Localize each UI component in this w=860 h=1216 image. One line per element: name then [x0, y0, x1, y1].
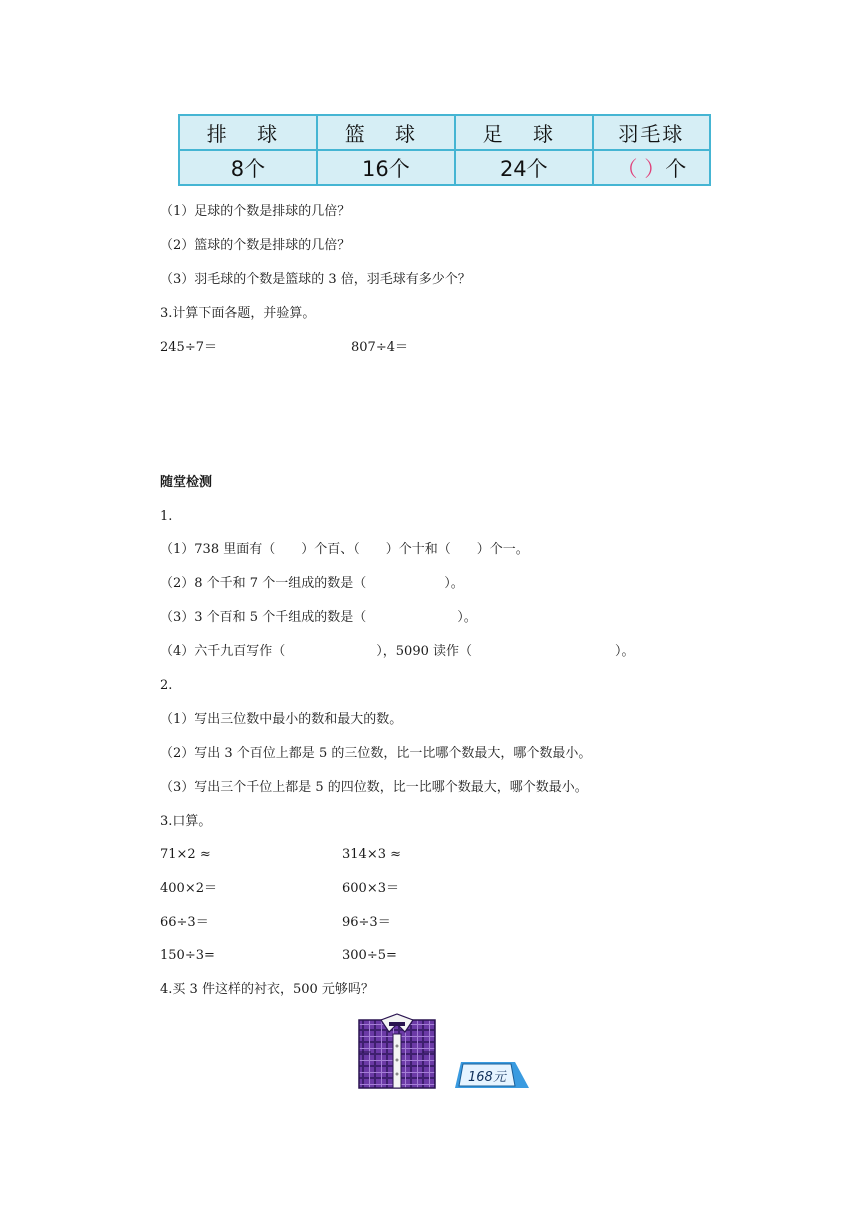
mental-math-right-3: 96÷3＝	[342, 915, 391, 930]
mental-math-left-4: 150÷3=	[160, 948, 215, 963]
q3-problem-left: 245÷7＝	[160, 340, 217, 355]
header-badminton: 羽毛球	[593, 115, 710, 150]
q2-item-2: （2）篮球的个数是排球的几倍？	[160, 238, 351, 253]
check-q1-number: 1.	[160, 509, 173, 524]
check-q2-number: 2.	[160, 678, 173, 693]
price-label: 168元	[468, 1070, 506, 1085]
check-q2-item-1: （1）写出三位数中最小的数和最大的数。	[160, 712, 403, 727]
check-q2-item-2: （2）写出 3 个百位上都是 5 的三位数，比一比哪个数最大，哪个数最小。	[160, 746, 592, 761]
value-football: 24个	[455, 150, 593, 185]
mental-math-left-3: 66÷3＝	[160, 915, 209, 930]
price-tag	[455, 1060, 531, 1090]
check-q3-title: 3.口算。	[160, 814, 212, 829]
mental-math-left-1: 71×2 ≈	[160, 847, 211, 862]
header-basketball: 篮 球	[317, 115, 455, 150]
check-q1-item-2: （2）8 个千和 7 个一组成的数是（ ）。	[160, 576, 464, 591]
mental-math-right-2: 600×3＝	[342, 881, 399, 896]
ball-count-table	[178, 114, 711, 186]
header-football: 足 球	[455, 115, 593, 150]
table-value-row	[179, 150, 710, 185]
check-q1-item-1: （1）738 里面有（ ）个百、（ ）个十和（ ）个一。	[160, 542, 529, 557]
mental-math-right-4: 300÷5=	[342, 948, 397, 963]
q3-title: 3.计算下面各题，并验算。	[160, 306, 316, 321]
check-q4-title: 4.买 3 件这样的衬衣，500 元够吗？	[160, 982, 374, 997]
header-volleyball: 排 球	[179, 115, 317, 150]
check-q1-item-4: （4）六千九百写作（ ），5090 读作（ ）。	[160, 644, 635, 659]
value-badminton: （ ）个	[593, 150, 710, 185]
q3-problem-right: 807÷4＝	[351, 340, 408, 355]
value-volleyball: 8个	[179, 150, 317, 185]
check-q2-item-3: （3）写出三个千位上都是 5 的四位数，比一比哪个数最大，哪个数最小。	[160, 780, 588, 795]
table-header-row	[179, 115, 710, 150]
mental-math-right-1: 314×3 ≈	[342, 847, 402, 862]
shirt-image	[357, 1012, 437, 1090]
q2-item-3: （3）羽毛球的个数是篮球的 3 倍，羽毛球有多少个？	[160, 272, 471, 287]
q2-item-1: （1）足球的个数是排球的几倍？	[160, 204, 351, 219]
section-title: 随堂检测	[160, 475, 213, 490]
mental-math-left-2: 400×2＝	[160, 881, 217, 896]
check-q1-item-3: （3）3 个百和 5 个千组成的数是（ ）。	[160, 610, 477, 625]
value-basketball: 16个	[317, 150, 455, 185]
